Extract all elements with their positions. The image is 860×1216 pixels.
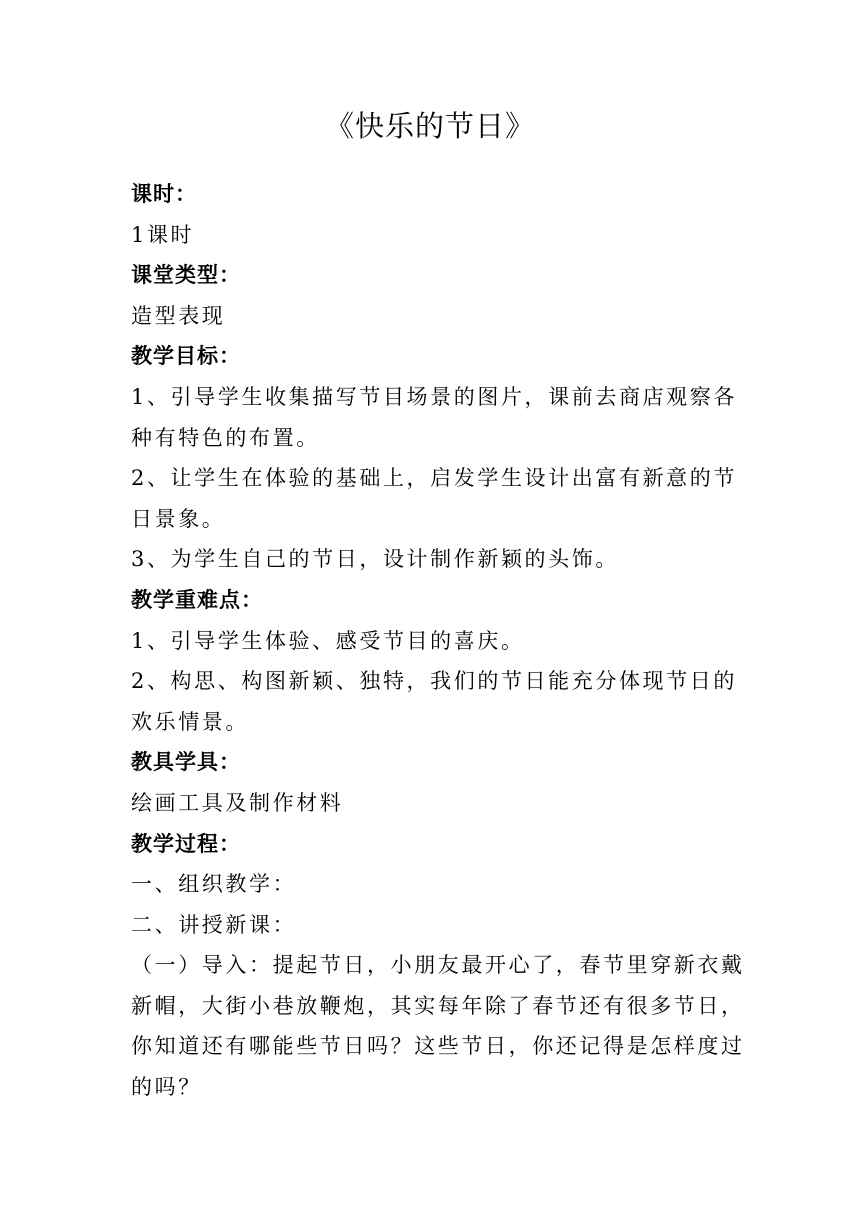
paragraph-line: 1、引导学生收集描写节目场景的图片，课前去商店观察各 [131, 384, 737, 409]
paragraph-line: 你知道还有哪能些节日吗？这些节日，你还记得是怎样度过 [131, 1034, 745, 1059]
paragraph-line: 一、组织教学： [131, 872, 297, 897]
paragraph-line: 的吗？ [131, 1075, 202, 1100]
paragraph-line: 二、讲授新课： [131, 912, 297, 937]
paragraph-line: 1课时 [131, 222, 195, 247]
section-heading-key-points: 教学重难点： [131, 587, 263, 612]
document-title: 《快乐的节日》 [324, 109, 535, 143]
paragraph-line: （一）导入：提起节日，小朋友最开心了，春节里穿新衣戴 [131, 953, 745, 978]
paragraph-line: 造型表现 [131, 303, 226, 328]
section-heading-process: 教学过程： [131, 831, 241, 856]
paragraph-line: 日景象。 [131, 506, 226, 531]
section-heading-objectives: 教学目标： [131, 344, 241, 369]
document-body [131, 174, 745, 1108]
paragraph-line: 绘画工具及制作材料 [131, 790, 344, 815]
paragraph-line: 1、引导学生体验、感受节目的喜庆。 [131, 628, 525, 653]
section-heading-class-type: 课堂类型： [131, 263, 241, 288]
paragraph-line: 2、构思、构图新颖、独特，我们的节日能充分体现节日的 [131, 669, 737, 694]
section-heading-class-hours: 课时： [131, 182, 197, 206]
paragraph-line: 种有特色的布置。 [131, 425, 320, 450]
section-heading-materials: 教具学具： [131, 750, 241, 775]
paragraph-line: 新帽，大街小巷放鞭炮，其实每年除了春节还有很多节日， [131, 993, 745, 1018]
paragraph-line: 2、让学生在体验的基础上，启发学生设计出富有新意的节 [131, 466, 737, 491]
paragraph-line: 3、为学生自己的节日，设计制作新颖的头饰。 [131, 547, 619, 572]
paragraph-line: 欢乐情景。 [131, 709, 249, 734]
